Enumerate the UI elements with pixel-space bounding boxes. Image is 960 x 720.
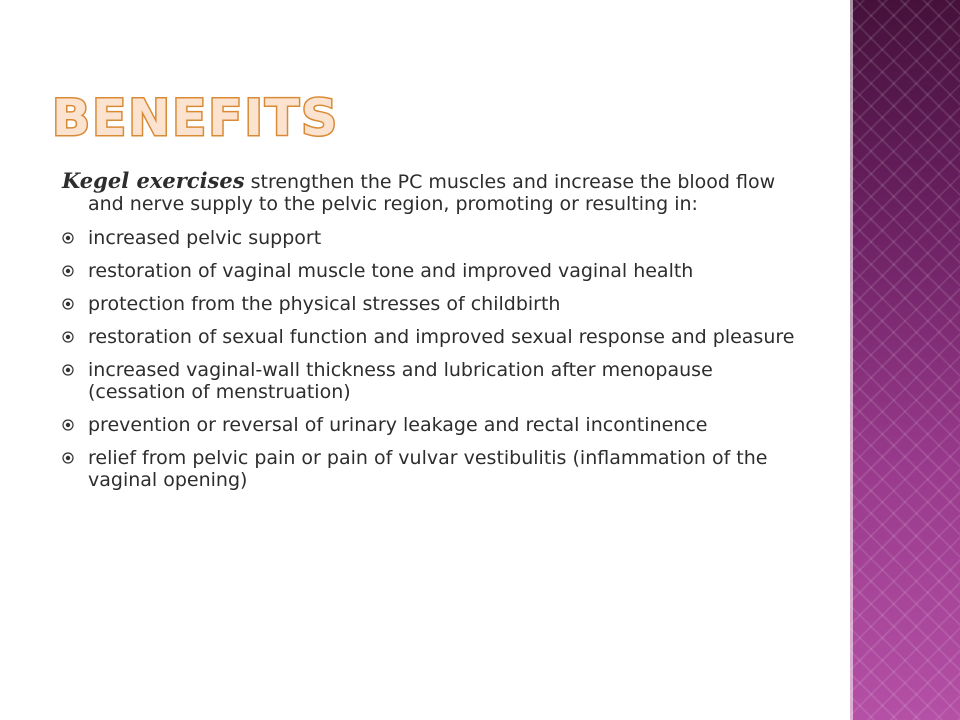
list-item-text: restoration of sexual function and improved sexual response and pleasure xyxy=(88,326,795,348)
list-item xyxy=(62,293,802,315)
intro-paragraph xyxy=(62,170,802,215)
list-item xyxy=(62,359,802,403)
list-item-text: increased pelvic support xyxy=(88,227,322,249)
list-item xyxy=(62,227,802,249)
circle-dot-bullet-icon xyxy=(62,364,74,376)
decorative-side-panel xyxy=(850,0,960,720)
circle-dot-bullet-icon xyxy=(62,419,74,431)
circle-dot-bullet-icon xyxy=(62,298,74,310)
benefits-list xyxy=(62,227,802,491)
list-item-text: increased vaginal-wall thickness and lubrication after menopause (cessation of menstruation) xyxy=(88,359,713,403)
circle-dot-bullet-icon xyxy=(62,265,74,277)
list-item-text: relief from pelvic pain or pain of vulvar vestibulitis (inflammation of the vaginal opening) xyxy=(88,447,768,491)
list-item-text: protection from the physical stresses of childbirth xyxy=(88,293,561,315)
intro-text: strengthen the PC muscles and increase the blood flow and nerve supply to the pelvic region, promoting or resulting in: xyxy=(88,171,776,215)
list-item xyxy=(62,260,802,282)
slide-title: BENEFITS xyxy=(52,89,340,147)
circle-dot-bullet-icon xyxy=(62,331,74,343)
circle-dot-bullet-icon xyxy=(62,452,74,464)
list-item xyxy=(62,447,802,491)
list-item-text: prevention or reversal of urinary leakage and rectal incontinence xyxy=(88,414,708,436)
slide-body xyxy=(62,170,802,502)
circle-dot-bullet-icon xyxy=(62,232,74,244)
list-item xyxy=(62,326,802,348)
list-item xyxy=(62,414,802,436)
list-item-text: restoration of vaginal muscle tone and improved vaginal health xyxy=(88,260,694,282)
intro-term: Kegel exercises xyxy=(62,168,245,193)
